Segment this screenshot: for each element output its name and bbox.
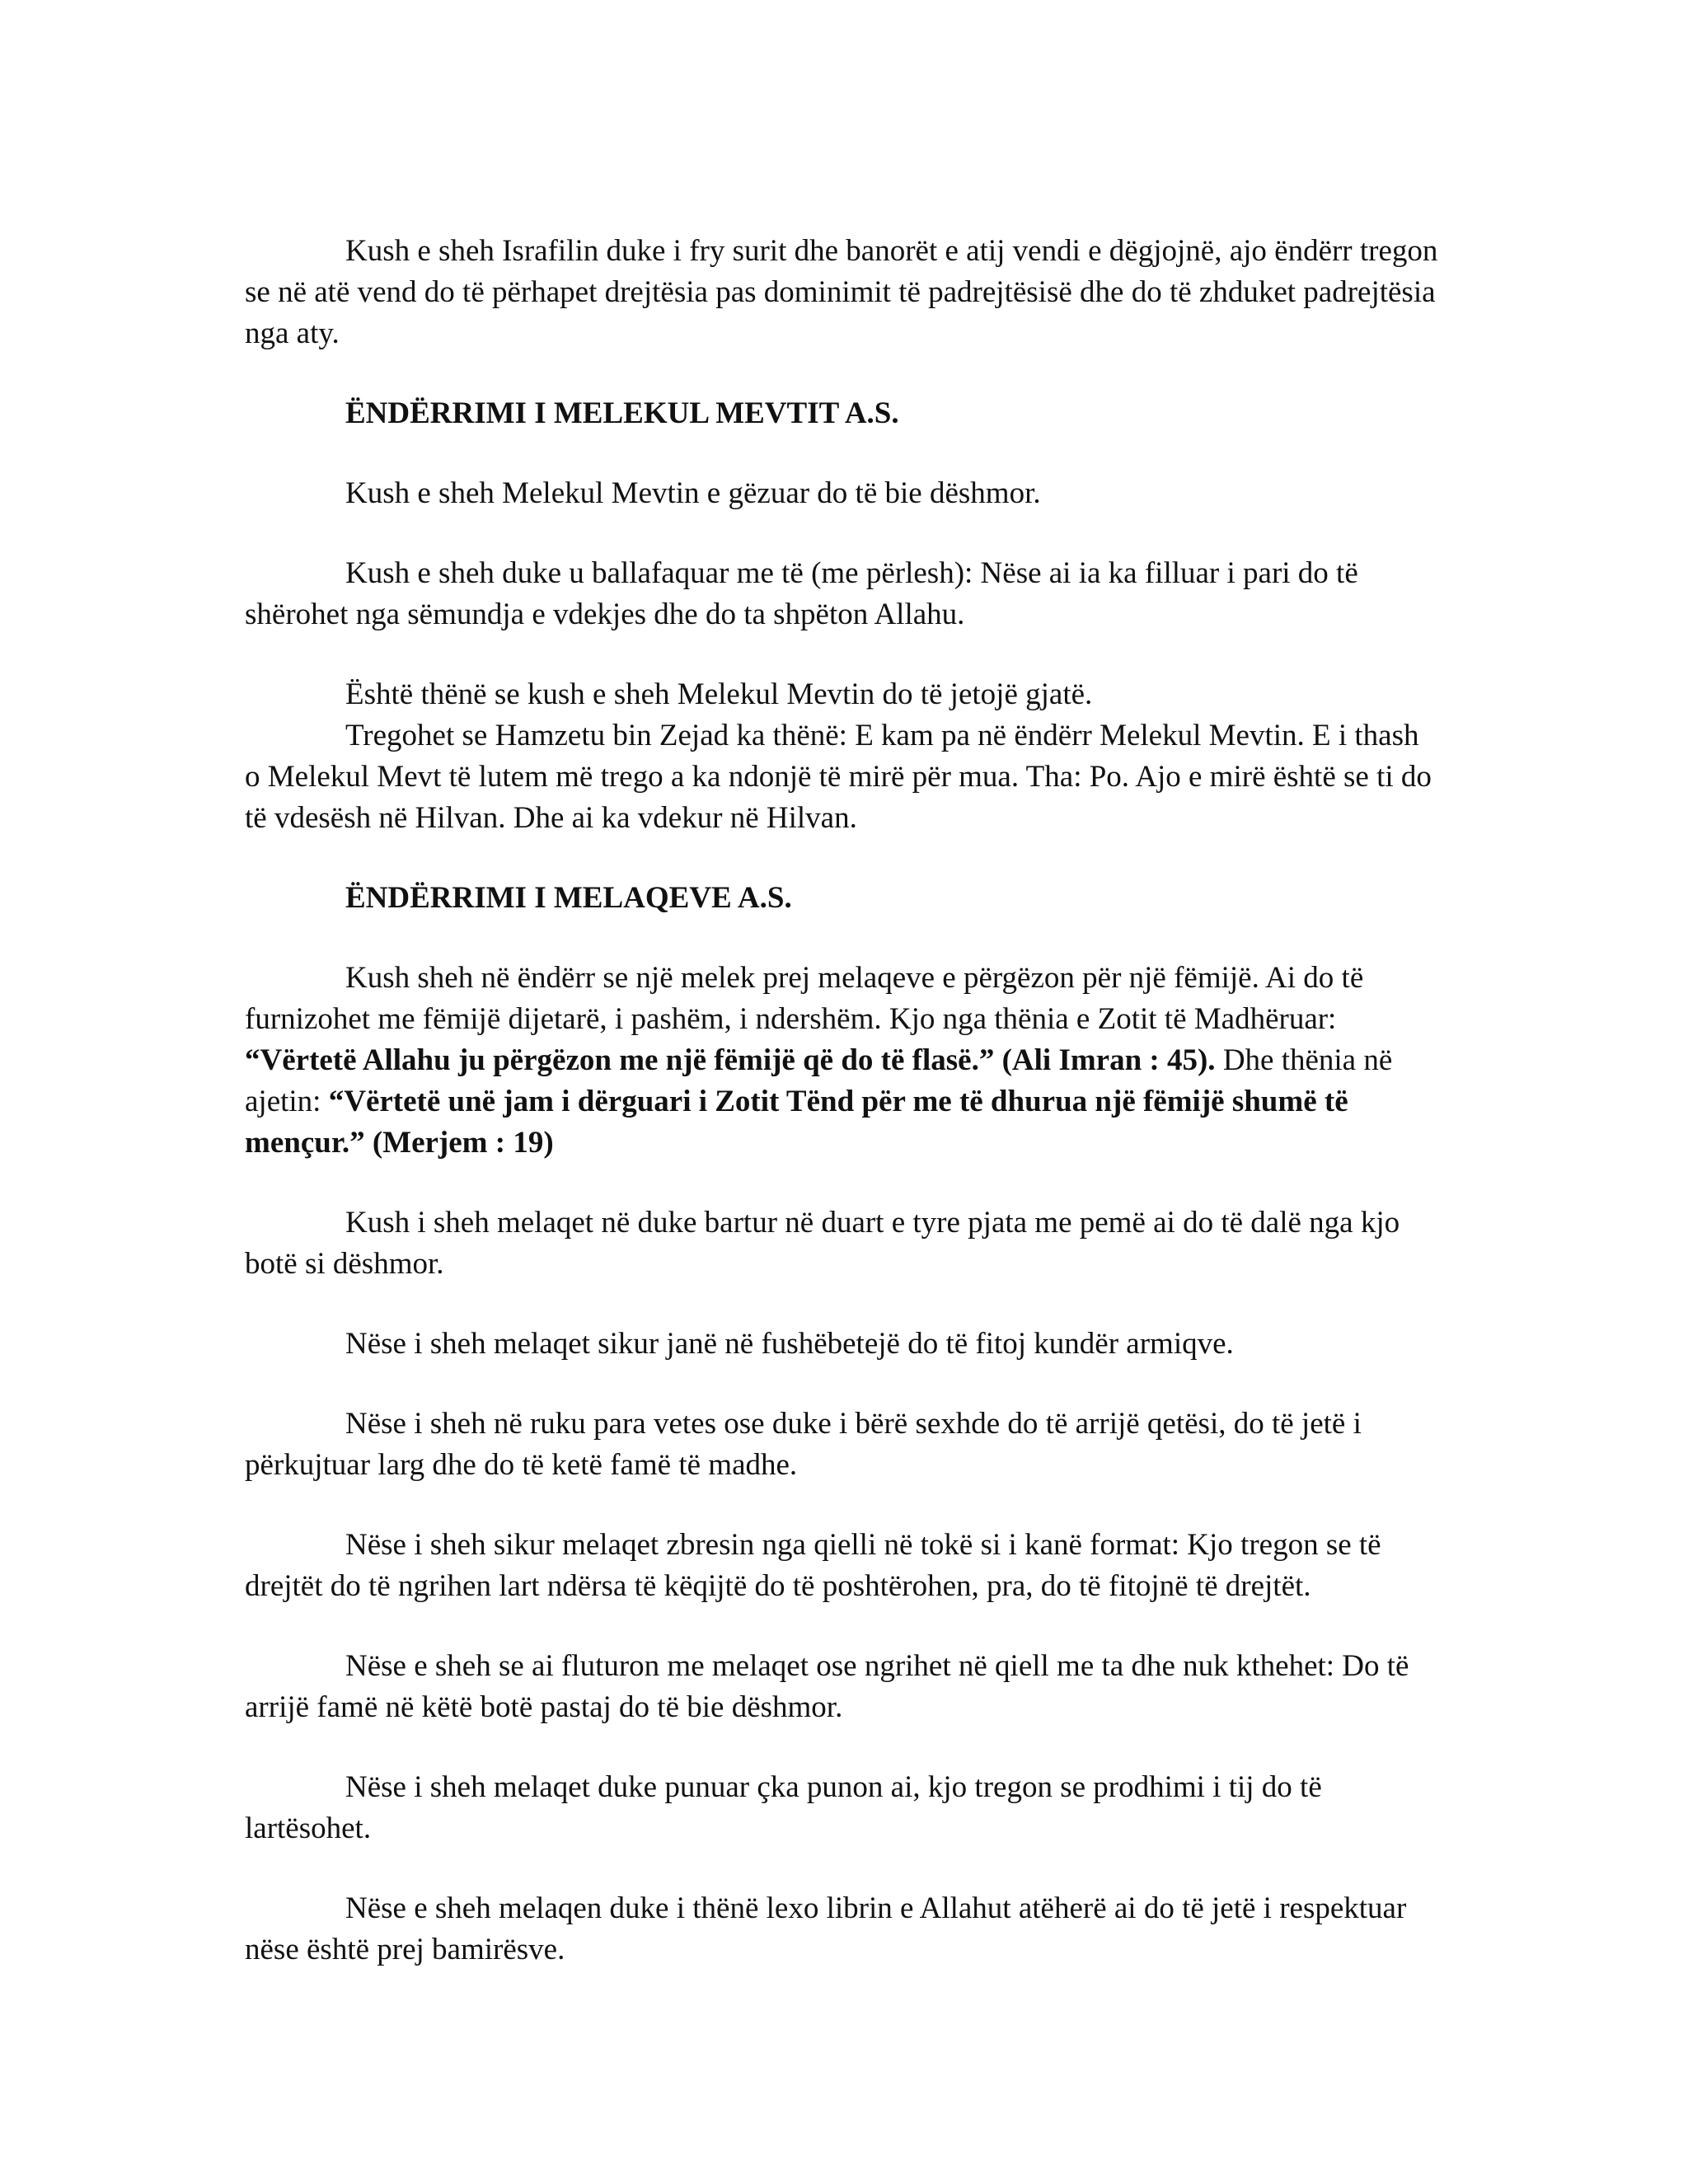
- quote-ali-imran: “Vërtetë Allahu ju përgëzon me një fëmijë që do të flasë.” (Ali Imran : 45).: [245, 1043, 1216, 1077]
- paragraph-israfil: Kush e sheh Israfilin duke i fry surit dhe banorët e atij vendi e dëgjojnë, ajo ëndërr tregon se në atë vend do të përhapet drejtësia pas dominimit të padrejtësisë dhe do të zhduket padrejtësia nga aty.: [245, 234, 1438, 350]
- heading-melaqeve: ËNDËRRIMI I MELAQEVE A.S.: [345, 881, 792, 915]
- paragraph-hamzetu-story: Tregohet se Hamzetu bin Zejad ka thënë: E kam pa në ëndërr Melekul Mevtin. E i thash o Melekul Mevt të lutem më trego a ka ndonjë të mirë për mua. Tha: Po. Ajo e mirë është se ti do të vdesësh në Hilvan. Dhe ai ka vdekur në Hilvan.: [245, 719, 1432, 835]
- paragraph-angel-read-book: Nëse e sheh melaqen duke i thënë lexo librin e Allahut atëherë ai do të jetë i respektuar nëse është prej bamirësve.: [245, 1891, 1407, 1966]
- paragraph-angels-battlefield: Nëse i sheh melaqet sikur janë në fushëbetejë do të fitoj kundër armiqve.: [345, 1327, 1234, 1361]
- text-run: Kush sheh në ëndërr se një melek prej melaqeve e përgëzon për një fëmijë. Ai do të furnizohet me fëmijë dijetarë, i pashëm, i ndershëm. Kjo nga thënia e Zotit të Madhëruar:: [245, 961, 1364, 1036]
- text-run: Dhe thënia në ajetin:: [245, 1043, 1393, 1118]
- paragraph-angels-descending: Nëse i sheh sikur melaqet zbresin nga qielli në tokë si i kanë format: Kjo tregon se të drejtët do të ngrihen lart ndërsa të këqijtë do të poshtërohen, pra, do të fitojnë të drejtët.: [245, 1528, 1381, 1603]
- document-body: [245, 231, 1442, 2009]
- paragraph-angels-working: Nëse i sheh melaqet duke punuar çka punon ai, kjo tregon se prodhimi i tij do të lartësohet.: [245, 1770, 1322, 1845]
- paragraph-mevt-long-life: Është thënë se kush e sheh Melekul Mevtin do të jetojë gjatë.: [345, 677, 1093, 711]
- paragraph-mevt-joyful: Kush e sheh Melekul Mevtin e gëzuar do të bie dëshmor.: [345, 476, 1041, 510]
- paragraph-mevt-wrestling: Kush e sheh duke u ballafaquar me të (me përlesh): Nëse ai ia ka filluar i pari do të shërohet nga sëmundja e vdekjes dhe do ta shpëton Allahu.: [245, 556, 1358, 631]
- paragraph-angel-child-news: [245, 958, 1442, 1164]
- paragraph-angels-ruku: Nëse i sheh në ruku para vetes ose duke i bërë sexhde do të arrijë qetësi, do të jetë i përkujtuar larg dhe do të ketë famë të madhe.: [245, 1407, 1362, 1482]
- paragraph-flying-with-angels: Nëse e sheh se ai fluturon me melaqet ose ngrihet në qiell me ta dhe nuk kthehet: Do të arrijë famë në këtë botë pastaj do të bie dëshmor.: [245, 1649, 1409, 1724]
- paragraph-angels-fruit-plates: Kush i sheh melaqet në duke bartur në duart e tyre pjata me pemë ai do të dalë nga kjo botë si dëshmor.: [245, 1206, 1400, 1281]
- heading-melekul-mevt: ËNDËRRIMI I MELEKUL MEVTIT A.S.: [345, 396, 899, 430]
- quote-merjem: “Vërtetë unë jam i dërguari i Zotit Tënd për me të dhurua një fëmijë shumë të mençur.” (Merjem : 19): [245, 1085, 1348, 1160]
